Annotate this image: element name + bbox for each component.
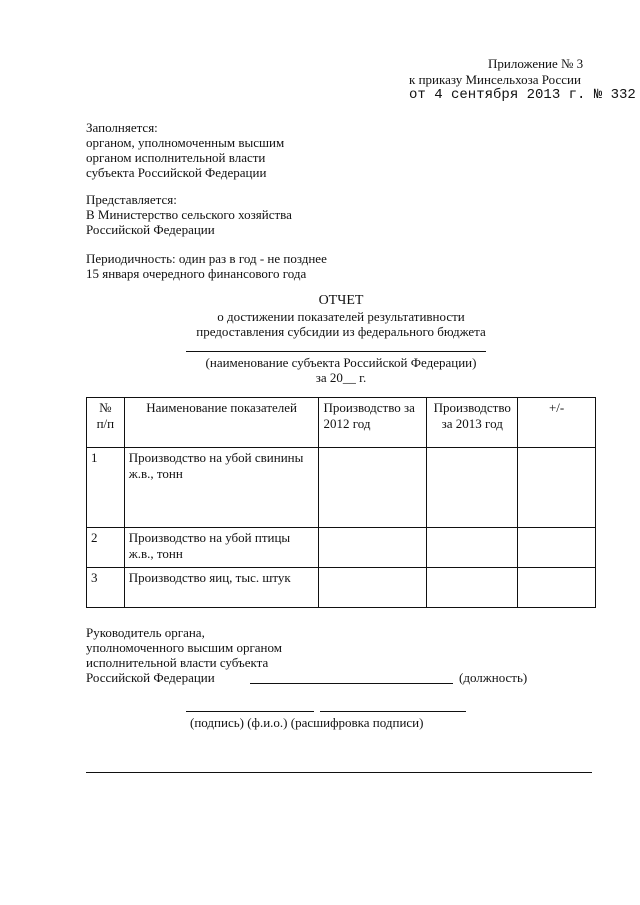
cell-2013-value[interactable]: [427, 568, 518, 608]
submitted-to-block: [86, 192, 292, 237]
report-subtitle-line: предоставления субсидии из федерального бюджета: [196, 324, 486, 339]
cell-2013-value[interactable]: [427, 448, 518, 528]
periodicity-block: [86, 251, 327, 281]
row-indicator: [124, 528, 319, 568]
header-text: Производство: [433, 400, 511, 415]
appendix-number: Приложение № 3: [488, 56, 584, 71]
indicators-table: [86, 397, 596, 608]
filled-by-line: субъекта Российской Федерации: [86, 165, 267, 180]
signature-field[interactable]: [186, 711, 314, 712]
position-field[interactable]: [250, 683, 453, 684]
cell-difference-value[interactable]: [518, 448, 596, 528]
header-text: №: [99, 400, 112, 415]
date-stamp: от 4 сентября 2013 г. № 332: [409, 87, 636, 103]
cell-difference-value[interactable]: [518, 528, 596, 568]
subject-name-field[interactable]: [186, 351, 486, 352]
row-indicator: [124, 448, 319, 528]
indicator-text: Производство на убой свинины: [128, 450, 304, 465]
header-cell-difference: [518, 398, 596, 448]
footer-divider: [86, 772, 592, 773]
order-reference: к приказу Минсельхоза России: [409, 72, 581, 87]
signature-block: [86, 625, 282, 685]
header-cell-indicator: [124, 398, 319, 448]
subject-caption-block: [86, 355, 596, 385]
cell-2012-value[interactable]: [319, 568, 427, 608]
position-caption: (должность): [459, 670, 528, 685]
row-number: 2: [87, 528, 125, 568]
indicator-text: ж.в., тонн: [128, 466, 183, 481]
table-row: [87, 568, 596, 608]
row-indicator: [124, 568, 319, 608]
header-cell-production-2013: [427, 398, 518, 448]
cell-2012-value[interactable]: [319, 448, 427, 528]
signature-line: Российской Федерации: [86, 670, 215, 685]
indicator-text: ж.в., тонн: [128, 546, 183, 561]
filled-by-line: органом исполнительной власти: [86, 150, 266, 165]
signature-transcript-field[interactable]: [320, 711, 466, 712]
submitted-to-line: Представляется:: [86, 192, 177, 207]
header-text: п/п: [96, 416, 115, 431]
row-number: 3: [87, 568, 125, 608]
report-subtitle-line: о достижении показателей результативности: [217, 309, 465, 324]
header-cell-number: [87, 398, 125, 448]
table-row: [87, 528, 596, 568]
signature-caption: (подпись) (ф.и.о.) (расшифровка подписи): [190, 715, 424, 730]
header-text: за 2013 год: [441, 416, 503, 431]
indicator-text: Производство яиц, тыс. штук: [128, 570, 291, 585]
signature-line: Руководитель органа,: [86, 625, 205, 640]
periodicity-line: Периодичность: один раз в год - не позднее: [86, 251, 327, 266]
cell-2012-value[interactable]: [319, 528, 427, 568]
report-title: ОТЧЕТ: [318, 293, 364, 308]
row-number: 1: [87, 448, 125, 528]
table-row: [87, 448, 596, 528]
cell-2013-value[interactable]: [427, 528, 518, 568]
submitted-to-line: Российской Федерации: [86, 222, 215, 237]
header-text: Производство за: [323, 400, 415, 415]
filled-by-block: [86, 120, 284, 180]
filled-by-line: Заполняется:: [86, 120, 158, 135]
signature-line: уполномоченного высшим органом: [86, 640, 282, 655]
header-text: +/-: [548, 400, 565, 415]
header-text: Наименование показателей: [146, 400, 298, 415]
report-year: за 20__ г.: [315, 370, 367, 385]
header-cell-production-2012: [319, 398, 427, 448]
indicator-text: Производство на убой птицы: [128, 530, 291, 545]
periodicity-line: 15 января очередного финансового года: [86, 266, 307, 281]
subject-name-caption: (наименование субъекта Российской Федерации): [205, 355, 477, 370]
header-text: 2012 год: [323, 416, 371, 431]
submitted-to-line: В Министерство сельского хозяйства: [86, 207, 292, 222]
cell-difference-value[interactable]: [518, 568, 596, 608]
report-title-block: [86, 293, 596, 339]
table-header-row: [87, 398, 596, 448]
signature-line: исполнительной власти субъекта: [86, 655, 269, 670]
filled-by-line: органом, уполномоченным высшим: [86, 135, 285, 150]
